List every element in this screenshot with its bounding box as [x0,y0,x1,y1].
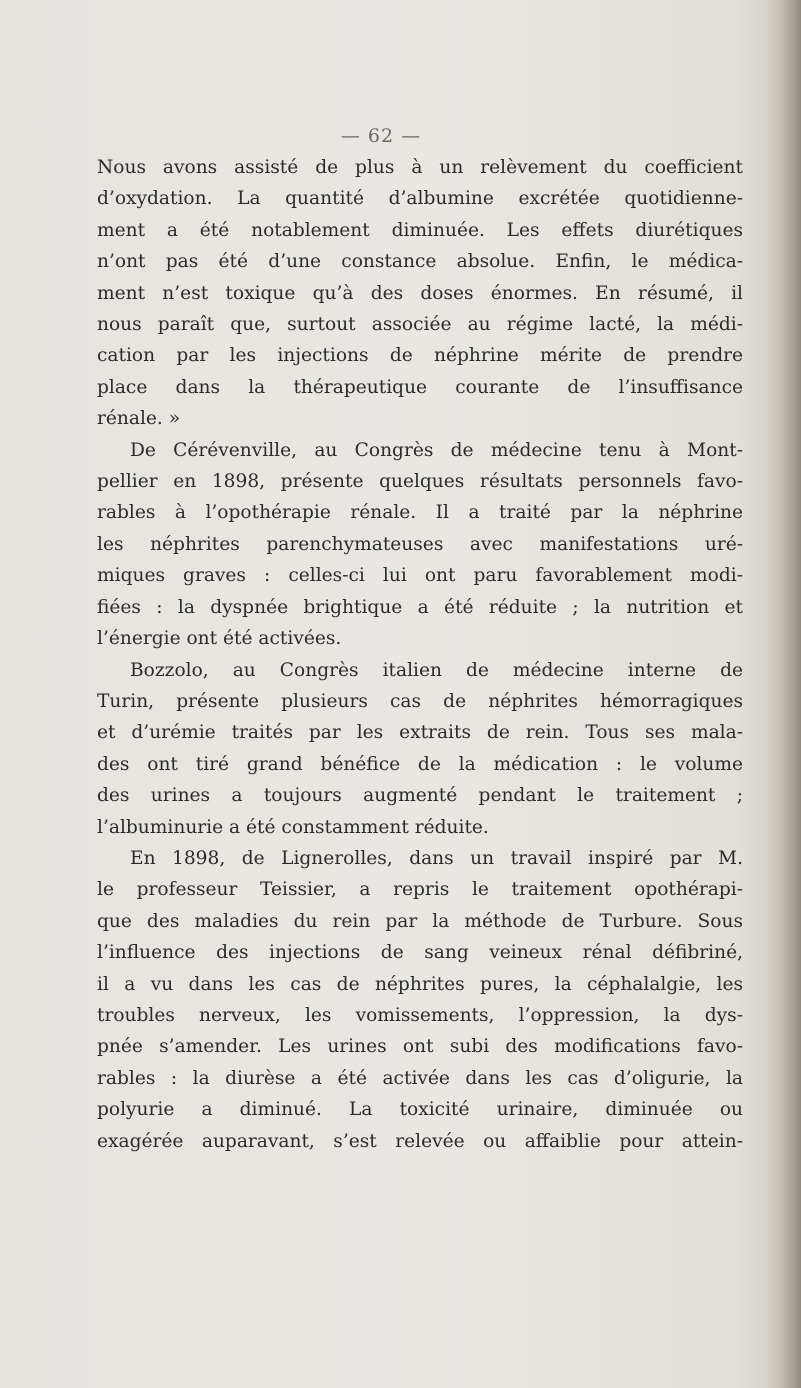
text-line: les néphrites parenchymateuses avec manifestations uré- [97,533,743,555]
paragraph-4 [97,843,743,1157]
text-line: polyurie a diminué. La toxicité urinaire, diminuée ou [97,1099,743,1121]
page-number: — 62 — [340,125,422,147]
text-line: n’ont pas été d’une constance absolue. Enfin, le médica- [97,251,743,273]
text-line: pnée s’amender. Les urines ont subi des modifications favo- [97,1036,743,1058]
text-line: Bozzolo, au Congrès italien de médecine interne de [130,659,743,681]
text-line: troubles nerveux, les vomissements, l’oppression, la dys- [97,1004,743,1026]
text-line: cation par les injections de néphrine mérite de prendre [97,345,743,367]
text-line: pellier en 1898, présente quelques résultats personnels favo- [97,471,743,493]
text-line: ment n’est toxique qu’à des doses énormes. En résumé, il [97,282,743,304]
text-line: des ont tiré grand bénéfice de la médication : le volume [97,753,743,775]
paragraph-3 [97,655,743,843]
text-line: d’oxydation. La quantité d’albumine excrétée quotidienne- [97,188,743,210]
paragraph-1 [97,152,743,435]
text-line: nous paraît que, surtout associée au régime lacté, la médi- [97,314,743,336]
text-line: le professeur Teissier, a repris le traitement opothérapi- [97,879,743,901]
text-line: l’albuminurie a été constamment réduite. [97,816,489,838]
text-line: rénale. » [97,408,181,430]
text-line: l’influence des injections de sang veineux rénal défibriné, [97,942,743,964]
text-line: des urines a toujours augmenté pendant le traitement ; [97,785,743,807]
text-line: rables : la diurèse a été activée dans les cas d’oligurie, la [97,1067,743,1089]
paragraph-2 [97,435,743,655]
text-line: Nous avons assisté de plus à un relèvement du coefficient [97,157,743,178]
text-line: Turin, présente plusieurs cas de néphrites hémorragiques [97,690,743,712]
text-line: rables à l’opothérapie rénale. Il a traité par la néphrine [97,502,743,524]
text-line: De Cérévenville, au Congrès de médecine tenu à Mont- [130,439,743,461]
page-edge-shadow [767,0,801,1388]
text-line: place dans la thérapeutique courante de l’insuffisance [97,376,743,398]
text-line: En 1898, de Lignerolles, dans un travail inspiré par M. [130,847,743,869]
text-line: et d’urémie traités par les extraits de rein. Tous ses mala- [97,722,743,744]
text-line: miques graves : celles-ci lui ont paru favorablement modi- [97,565,743,587]
text-line: que des maladies du rein par la méthode de Turbure. Sous [97,910,743,932]
text-line: exagérée auparavant, s’est relevée ou affaiblie pour attein- [97,1130,743,1152]
text-line: fiées : la dyspnée brightique a été réduite ; la nutrition et [97,596,743,618]
text-line: l’énergie ont été activées. [97,628,342,650]
text-line: il a vu dans les cas de néphrites pures, la céphalalgie, les [97,973,743,995]
body-text [97,152,743,1157]
text-line: ment a été notablement diminuée. Les effets diurétiques [97,219,743,241]
